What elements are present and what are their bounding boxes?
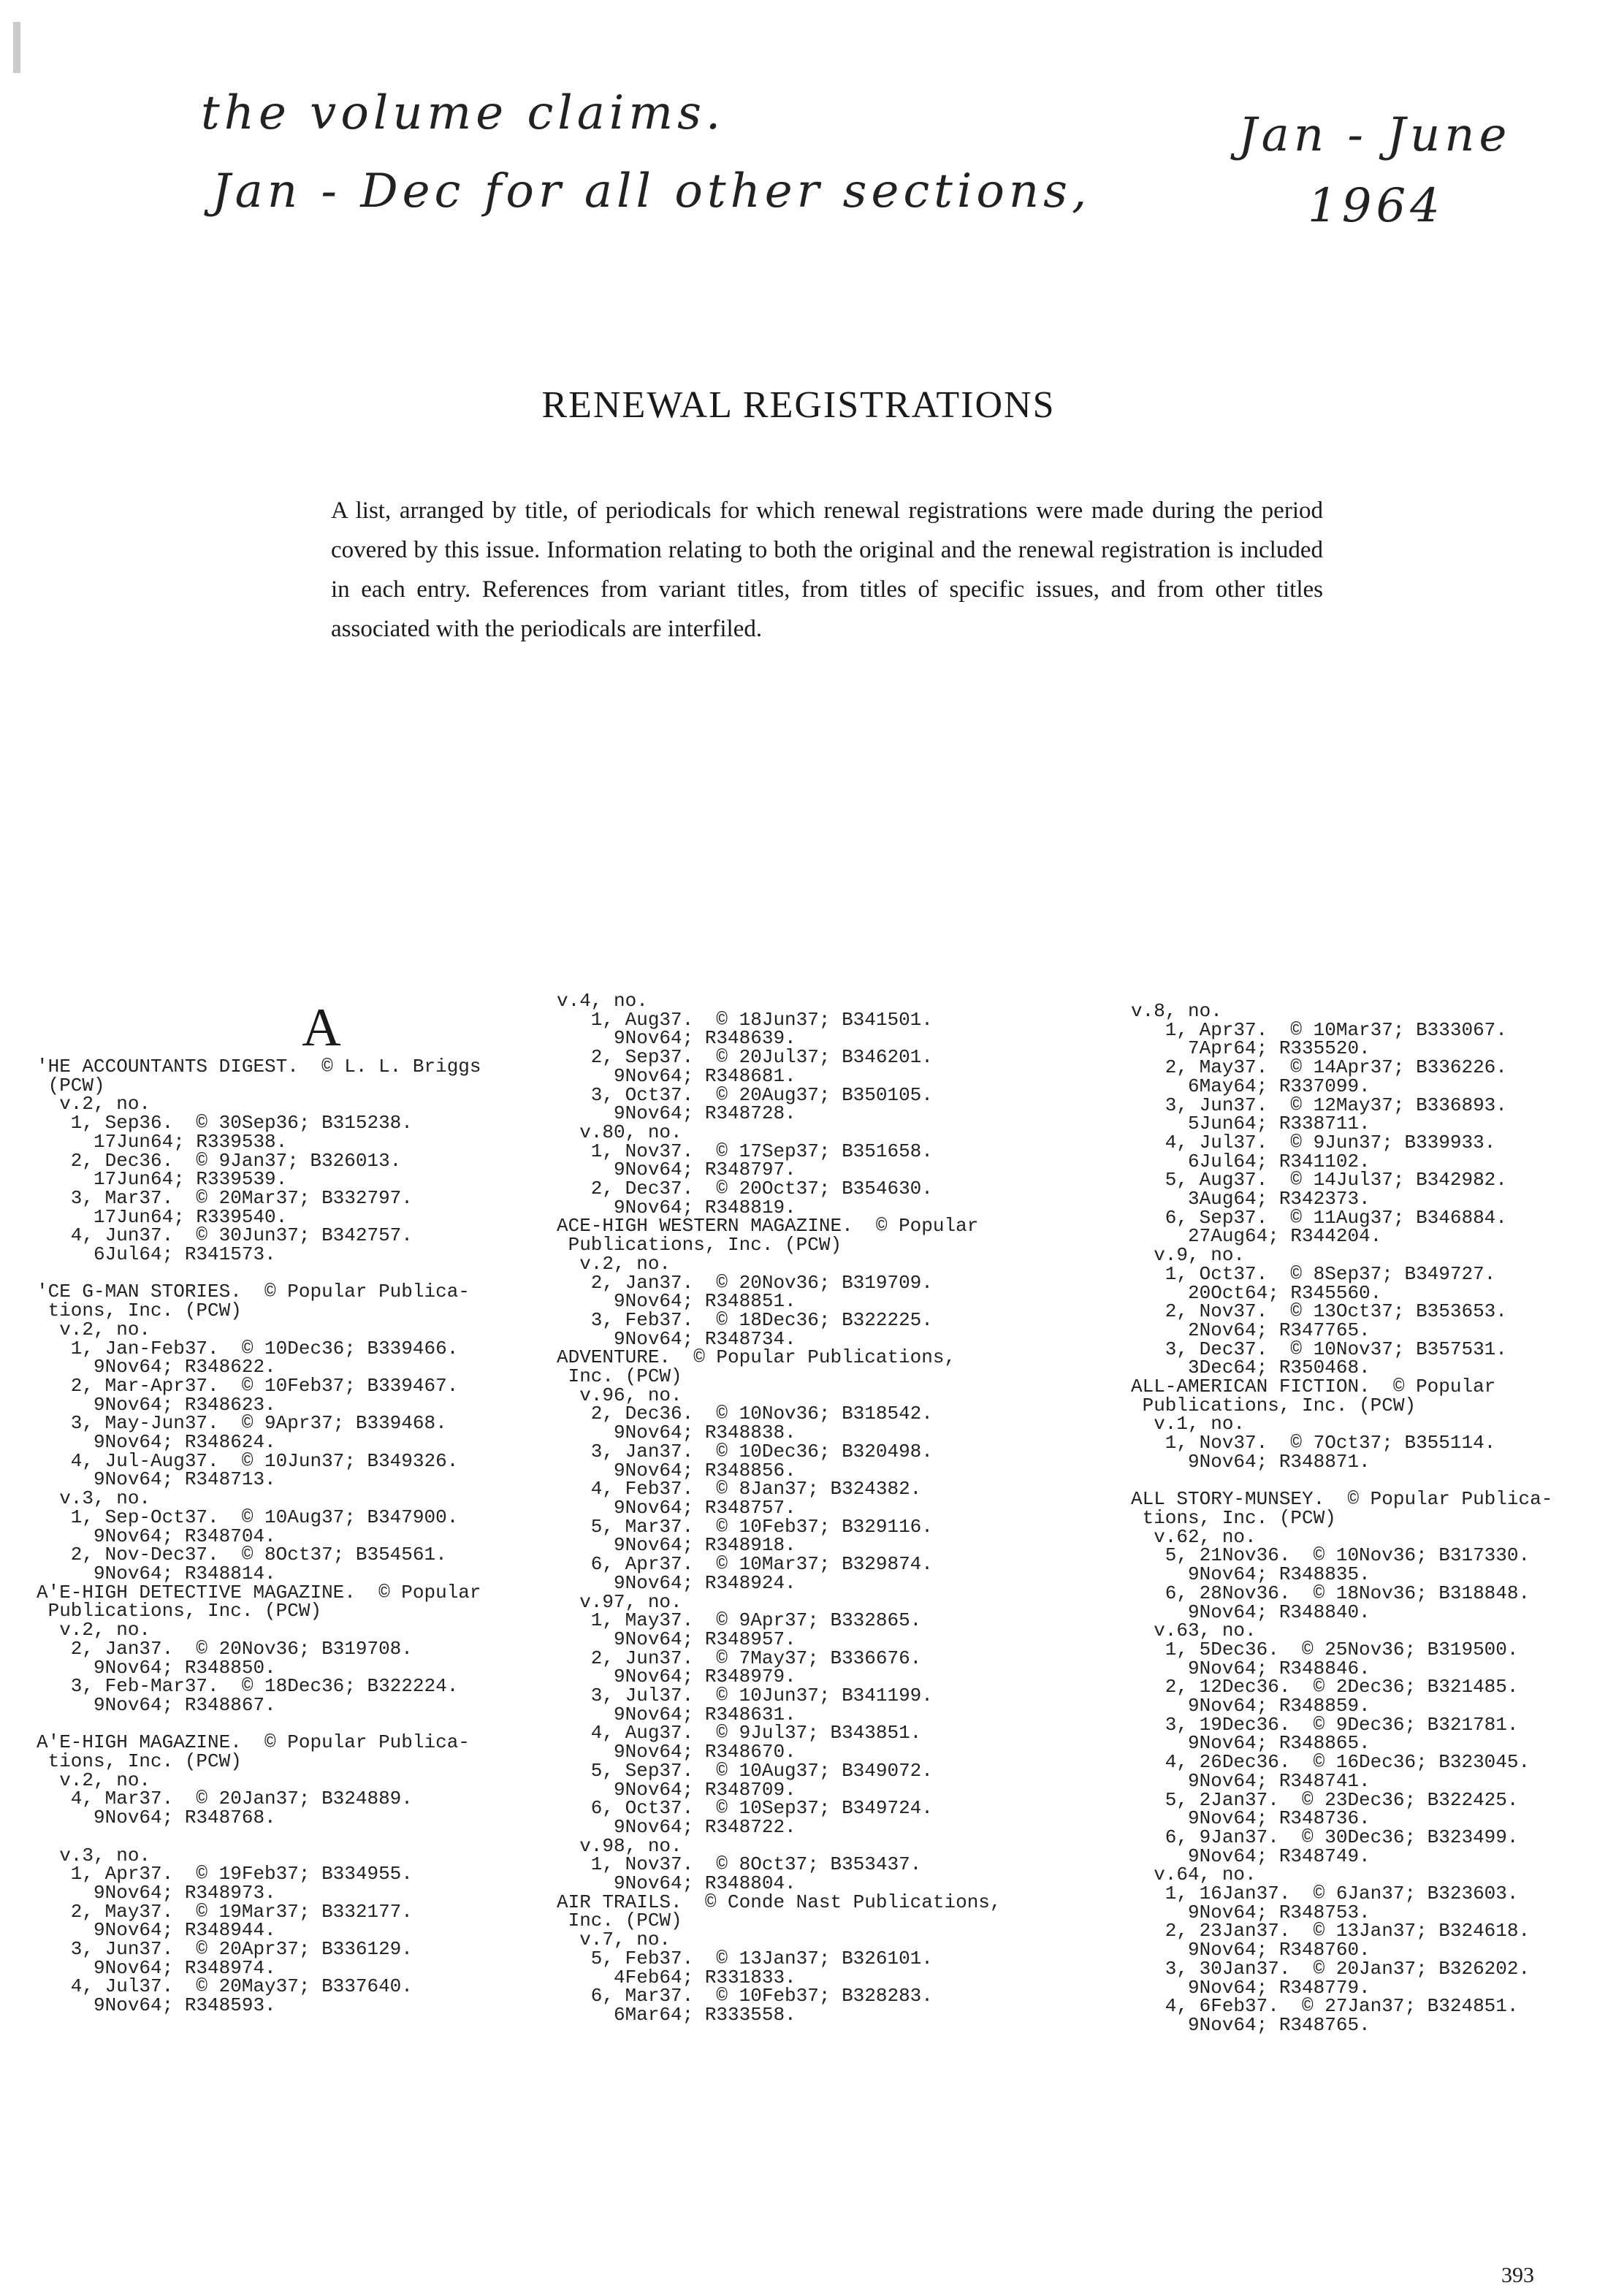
scan-speck [13, 22, 20, 73]
page-number: 393 [1501, 2263, 1534, 2287]
handwritten-note-year: 1964 [1308, 179, 1444, 233]
handwritten-note-line2: Jan - Dec for all other sections, [212, 164, 1091, 218]
handwritten-note-line1: the volume claims. [201, 86, 725, 140]
entries-column-1: 'HE ACCOUNTANTS DIGEST. © L. L. Briggs (PCW) v.2, no. 1, Sep36. © 30Sep36; B315238. 17Jun64; R339538. 2, Dec36. © 9Jan37; B326013. 17Jun64; R339539. 3, Mar37. © 20Mar37; B332797. 17Jun64; R339540. 4, Jun37. © 30Jun37; B342757. 6Jul64; R341573. 'CE G-MAN STORIES. © Popular Publica- tions, Inc. (PCW) v.2, no. 1, Jan-Feb37. © 10Dec36; B339466. 9Nov64; R348622. 2, Mar-Apr37. © 10Feb37; B339467. 9Nov64; R348623. 3, May-Jun37. © 9Apr37; B339468. 9Nov64; R348624. 4, Jul-Aug37. © 10Jun37; B349326. 9Nov64; R348713. v.3, no. 1, Sep-Oct37. © 10Aug37; B347900. 9Nov64; R348704. 2, Nov-Dec37. © 8Oct37; B354561. 9Nov64; R348814. A'E-HIGH DETECTIVE MAGAZINE. © Popular Publications, Inc. (PCW) v.2, no. 2, Jan37. © 20Nov36; B319708. 9Nov64; R348850. 3, Feb-Mar37. © 18Dec36; B322224. 9Nov64; R348867. A'E-HIGH MAGAZINE. © Popular Publica- tions, Inc. (PCW) v.2, no. 4, Mar37. © 20Jan37; B324889. 9Nov64; R348768. v.3, no. 1, Apr37. © 19Feb37; B334955. 9Nov64; R348973. 2, May37. © 19Mar37; B332177. 9Nov64; R348944. 3, Jun37. © 20Apr37; B336129. 9Nov64; R348974. 4, Jul37. © 20May37; B337640. 9Nov64; R348593. [37, 1056, 481, 2017]
section-letter: A [302, 998, 341, 1058]
handwritten-note-date-range: Jan - June [1238, 108, 1512, 162]
page-title: RENEWAL REGISTRATIONS [541, 384, 1056, 426]
entries-column-3: v.8, no. 1, Apr37. © 10Mar37; B333067. 7Apr64; R335520. 2, May37. © 14Apr37; B336226. 6May64; R337099. 3, Jun37. © 12May37; B336893. 5Jun64; R338711. 4, Jul37. © 9Jun37; B339933. 6Jul64; R341102. 5, Aug37. © 14Jul37; B342982. 3Aug64; R342373. 6, Sep37. © 11Aug37; B346884. 27Aug64; R344204. v.9, no. 1, Oct37. © 8Sep37; B349727. 20Oct64; R345560. 2, Nov37. © 13Oct37; B353653. 2Nov64; R347765. 3, Dec37. © 10Nov37; B357531. 3Dec64; R350468. ALL-AMERICAN FICTION. © Popular Publications, Inc. (PCW) v.1, no. 1, Nov37. © 7Oct37; B355114. 9Nov64; R348871. ALL STORY-MUNSEY. © Popular Publica- tions, Inc. (PCW) v.62, no. 5, 21Nov36. © 10Nov36; B317330. 9Nov64; R348835. 6, 28Nov36. © 18Nov36; B318848. 9Nov64; R348840. v.63, no. 1, 5Dec36. © 25Nov36; B319500. 9Nov64; R348846. 2, 12Dec36. © 2Dec36; B321485. 9Nov64; R348859. 3, 19Dec36. © 9Dec36; B321781. 9Nov64; R348865. 4, 26Dec36. © 16Dec36; B323045. 9Nov64; R348741. 5, 2Jan37. © 23Dec36; B322425. 9Nov64; R348736. 6, 9Jan37. © 30Dec36; B323499. 9Nov64; R348749. v.64, no. 1, 16Jan37. © 6Jan37; B323603. 9Nov64; R348753. 2, 23Jan37. © 13Jan37; B324618. 9Nov64; R348760. 3, 30Jan37. © 20Jan37; B326202. 9Nov64; R348779. 4, 6Feb37. © 27Jan37; B324851. 9Nov64; R348765. [1131, 1000, 1553, 2036]
entries-column-2: v.4, no. 1, Aug37. © 18Jun37; B341501. 9Nov64; R348639. 2, Sep37. © 20Jul37; B346201. 9Nov64; R348681. 3, Oct37. © 20Aug37; B350105. 9Nov64; R348728. v.80, no. 1, Nov37. © 17Sep37; B351658. 9Nov64; R348797. 2, Dec37. © 20Oct37; B354630. 9Nov64; R348819. ACE-HIGH WESTERN MAGAZINE. © Popular Publications, Inc. (PCW) v.2, no. 2, Jan37. © 20Nov36; B319709. 9Nov64; R348851. 3, Feb37. © 18Dec36; B322225. 9Nov64; R348734. ADVENTURE. © Popular Publications, Inc. (PCW) v.96, no. 2, Dec36. © 10Nov36; B318542. 9Nov64; R348838. 3, Jan37. © 10Dec36; B320498. 9Nov64; R348856. 4, Feb37. © 8Jan37; B324382. 9Nov64; R348757. 5, Mar37. © 10Feb37; B329116. 9Nov64; R348918. 6, Apr37. © 10Mar37; B329874. 9Nov64; R348924. v.97, no. 1, May37. © 9Apr37; B332865. 9Nov64; R348957. 2, Jun37. © 7May37; B336676. 9Nov64; R348979. 3, Jul37. © 10Jun37; B341199. 9Nov64; R348631. 4, Aug37. © 9Jul37; B343851. 9Nov64; R348670. 5, Sep37. © 10Aug37; B349072. 9Nov64; R348709. 6, Oct37. © 10Sep37; B349724. 9Nov64; R348722. v.98, no. 1, Nov37. © 8Oct37; B353437. 9Nov64; R348804. AIR TRAILS. © Conde Nast Publications, Inc. (PCW) v.7, no. 5, Feb37. © 13Jan37; B326101. 4Feb64; R331833. 6, Mar37. © 10Feb37; B328283. 6Mar64; R333558. [557, 990, 1002, 2026]
intro-paragraph: A list, arranged by title, of periodicals for which renewal registrations were made during the period covered by this issue. Information relating to both the original and the renewal registration is included in each entry. References from variant titles, from titles of specific issues, and from other titles associated with the periodicals are interfiled. [331, 497, 1323, 642]
